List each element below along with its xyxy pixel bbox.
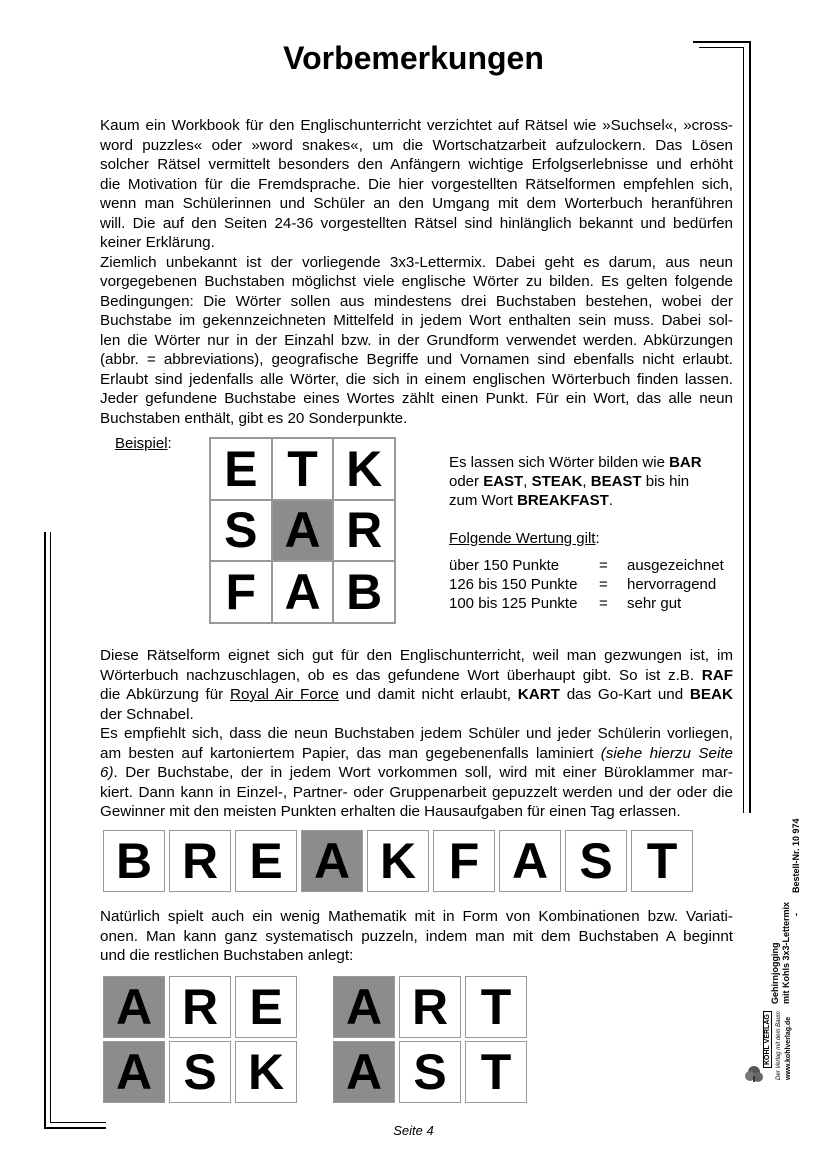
sidebar-title: [770, 902, 792, 1004]
intro-line: Ziemlich unbekannt ist der vorliegende 3x3-Lettermix. Dabei geht es darum, aus neun: [100, 253, 733, 271]
scoring-row: [449, 594, 724, 613]
intro-line: Bedingungen: Die Wörter sollen aus mindestens drei Buchstaben bestehen, wobei der: [100, 292, 733, 310]
letter-tile-highlight: A: [301, 830, 363, 892]
scoring-rating: sehr gut: [627, 595, 682, 612]
sidebar-slogan: Der Verlag mit dem Baum: [776, 1011, 782, 1080]
scoring-rating: ausgezeichnet: [627, 557, 724, 574]
word-tiles-are: [103, 976, 297, 1038]
grid-cell: F: [210, 561, 272, 623]
scoring-table: [449, 556, 724, 613]
grid-cell: A: [272, 561, 334, 623]
para-text: und damit nicht erlaubt,: [338, 686, 518, 703]
letter-tile: K: [235, 1041, 297, 1103]
intro-line: Kaum ein Workbook für den Englischunterricht verzichtet auf Rätsel wie »Suchsel«, »cross-: [100, 117, 733, 134]
example-word: BAR: [669, 454, 702, 471]
sidebar-order-number: [791, 818, 802, 893]
intro-line: word puzzles« oder »word snakes«, um die Wortschatzarbeit aufzulockern. Das Lösen: [100, 136, 733, 154]
para-line: kiert. Dann kann in Einzel-, Partner- oder Gruppenarbeit gepuzzelt werden und der oder die: [100, 783, 733, 801]
letter-tile-highlight: A: [103, 976, 165, 1038]
example-explanation: [449, 453, 739, 510]
letter-tile: S: [169, 1041, 231, 1103]
scoring-row: [449, 556, 724, 575]
lettermix-grid: [209, 437, 396, 624]
para-text: Wörterbuch nachzuschlagen, ob es das gefundene Wort überhaupt gibt. So ist z.B.: [100, 666, 695, 684]
example-text: bis hin: [641, 473, 690, 490]
letter-tile: A: [499, 830, 561, 892]
para-text: am besten auf kartoniertem Papier, das man gegebenenfalls laminiert: [100, 744, 601, 762]
breakfast-tiles: [103, 830, 693, 892]
example-label-colon: :: [167, 435, 172, 452]
letter-tile: T: [465, 1041, 527, 1103]
intro-line: keiner Erklärung.: [100, 234, 215, 251]
grid-cell: K: [333, 438, 395, 500]
letter-tile-highlight: A: [333, 1041, 395, 1103]
intro-line: Erlaubt sind jedenfalls alle Wörter, die sich in einem englischen Wörterbuch finden lassen.: [100, 370, 733, 388]
para-text: das Go-Kart und: [559, 686, 690, 703]
intro-line: Buchstaben enthält, gibt es 20 Sonderpunkte.: [100, 409, 408, 427]
scoring-row: [449, 575, 724, 594]
frame-right-line-inner: [743, 47, 744, 813]
scoring-rating: hervorragend: [627, 576, 717, 593]
example-text: .: [608, 492, 613, 509]
word-tiles-art: [333, 976, 527, 1038]
scoring-range: 126 bis 150 Punkte: [449, 576, 578, 593]
para-text: die Abkürzung für: [100, 686, 230, 703]
letter-tile: S: [399, 1041, 461, 1103]
scoring-eq: =: [599, 595, 608, 612]
intro-line: wenn man Schülerinnen und Schüler an den Umgang mit dem Worterbuch heranführen: [100, 195, 733, 212]
example-word: BREAKFAST: [517, 492, 609, 509]
letter-tile: T: [631, 830, 693, 892]
para-bold: RAF: [701, 666, 733, 684]
example-label-text: Beispiel: [115, 435, 168, 452]
letter-tile: S: [565, 830, 627, 892]
sidebar-title-line: Gehirnjogging: [770, 942, 780, 1004]
para-line: der Schnabel.: [100, 705, 194, 723]
letter-tile-highlight: A: [333, 976, 395, 1038]
letter-tile: R: [169, 976, 231, 1038]
frame-left-line: [44, 532, 46, 1129]
letter-tile: F: [433, 830, 495, 892]
para-line: Diese Rätselform eignet sich gut für den Englischunterricht, weil man gezwungen ist, im: [100, 647, 733, 664]
intro-line: vorgegebenen Buchstaben möglichst viele englische Wörter zu bilden. Es gelten folgende: [100, 273, 733, 290]
para-italic: (siehe hierzu Seite: [600, 744, 733, 762]
letter-tile: R: [169, 830, 231, 892]
para-line: und die restlichen Buchstaben anlegt:: [100, 947, 354, 964]
word-tiles-ask: [103, 1041, 297, 1103]
scoring-eq: =: [599, 557, 608, 574]
grid-cell: B: [333, 561, 395, 623]
para-bold: KART: [517, 686, 560, 703]
intro-line: will. Die auf den Seiten 24-36 vorgestellten Rätsel sind hinlänglich bekannt und bedürfen: [100, 214, 733, 232]
intro-line: (abbr. = abbreviations), geografische Begriffe und Vornamen sind ebenfalls nicht erlaubt.: [100, 351, 733, 368]
intro-line: Buchstabe im gekennzeichneten Mittelfeld in jedem Wort enthalten sein muss. Dabei sol-: [100, 312, 733, 329]
order-number: Bestell-Nr. 10 974: [791, 818, 801, 893]
intro-line: die Motivation für die Fremdsprache. Die hier vorgestellten Rätselformen empfehlen sich,: [100, 175, 733, 193]
intro-paragraph: [100, 116, 733, 428]
example-word: STEAK: [531, 473, 583, 490]
scoring-range: 100 bis 125 Punkte: [449, 595, 578, 612]
paragraph-3: [100, 907, 733, 966]
publisher-name: KOHL VERLAG: [763, 1011, 772, 1068]
example-word: EAST: [483, 473, 524, 490]
para-bold: BEAK: [689, 686, 733, 703]
example-text: ,: [523, 473, 532, 490]
example-text: ,: [582, 473, 591, 490]
intro-line: len die Wörter nur in der Einzahl bzw. in der Grundform verwendet werden. Abkürzungen: [100, 331, 733, 349]
para-line: [100, 744, 733, 764]
page-footer: Seite 4: [393, 1123, 434, 1138]
para-underline: Royal Air Force: [229, 686, 339, 703]
para-line: Natürlich spielt auch ein wenig Mathematik mit in Form von Kombinationen bzw. Variati-: [100, 908, 733, 925]
sidebar-url: www.kohlverlag.de: [785, 1016, 792, 1080]
example-label: [115, 434, 172, 453]
para-line: onen. Man kann ganz systematisch puzzeln, indem man mit dem Buchstaben A beginnt: [100, 927, 733, 945]
para-line: [100, 685, 733, 705]
scoring-range: über 150 Punkte: [449, 557, 560, 574]
letter-tile: R: [399, 976, 461, 1038]
para-italic: 6): [100, 764, 114, 781]
sidebar-publisher: [762, 1011, 773, 1068]
example-word: BEAST: [590, 473, 642, 490]
para-line: [100, 763, 733, 783]
letter-tile: K: [367, 830, 429, 892]
frame-right-line: [749, 41, 751, 813]
intro-line: Jeder gefundene Buchstabe eines Wortes zählt einen Punkt. Für ein Wort, das alle neun: [100, 390, 733, 407]
grid-cell: T: [272, 438, 334, 500]
grid-cell: R: [333, 500, 395, 562]
grid-cell-center: A: [272, 500, 334, 562]
para-line: Es empfiehlt sich, dass die neun Buchstaben jedem Schüler und jeder Schülerin vorliegen,: [100, 725, 733, 742]
letter-tile: T: [465, 976, 527, 1038]
para-line: [100, 666, 733, 686]
letter-tile: E: [235, 976, 297, 1038]
grid-cell: E: [210, 438, 272, 500]
letter-tile: E: [235, 830, 297, 892]
example-text: oder: [449, 473, 484, 490]
scoring-heading-text: Folgende Wertung gilt: [449, 530, 596, 547]
scoring-heading-colon: :: [595, 530, 600, 547]
paragraph-2: [100, 646, 733, 822]
example-text: zum Wort: [449, 492, 518, 509]
letter-tile: B: [103, 830, 165, 892]
intro-line: solcher Rätsel vermittelt besonders den Anfängern wichtige Erfolgserlebnisse und erhöht: [100, 156, 733, 173]
word-tiles-ast: [333, 1041, 527, 1103]
scoring-eq: =: [599, 576, 608, 593]
frame-left-line-inner: [50, 532, 51, 1123]
sidebar-separator: -: [791, 913, 801, 916]
para-line: Gewinner mit den meisten Punkten erhalten die Hausaufgaben für einen Tag erlassen.: [100, 803, 681, 820]
letter-tile-highlight: A: [103, 1041, 165, 1103]
example-text: Es lassen sich Wörter bilden wie: [449, 454, 670, 471]
grid-cell: S: [210, 500, 272, 562]
sidebar-title-line: mit Kohls 3x3-Lettermix: [781, 901, 791, 1004]
para-text: . Der Buchstabe, der in jedem Wort vorkommen soll, wird mit einer Büroklammer mar-: [113, 764, 733, 781]
page-title: Vorbemerkungen: [283, 40, 544, 76]
scoring-heading: [449, 529, 600, 548]
